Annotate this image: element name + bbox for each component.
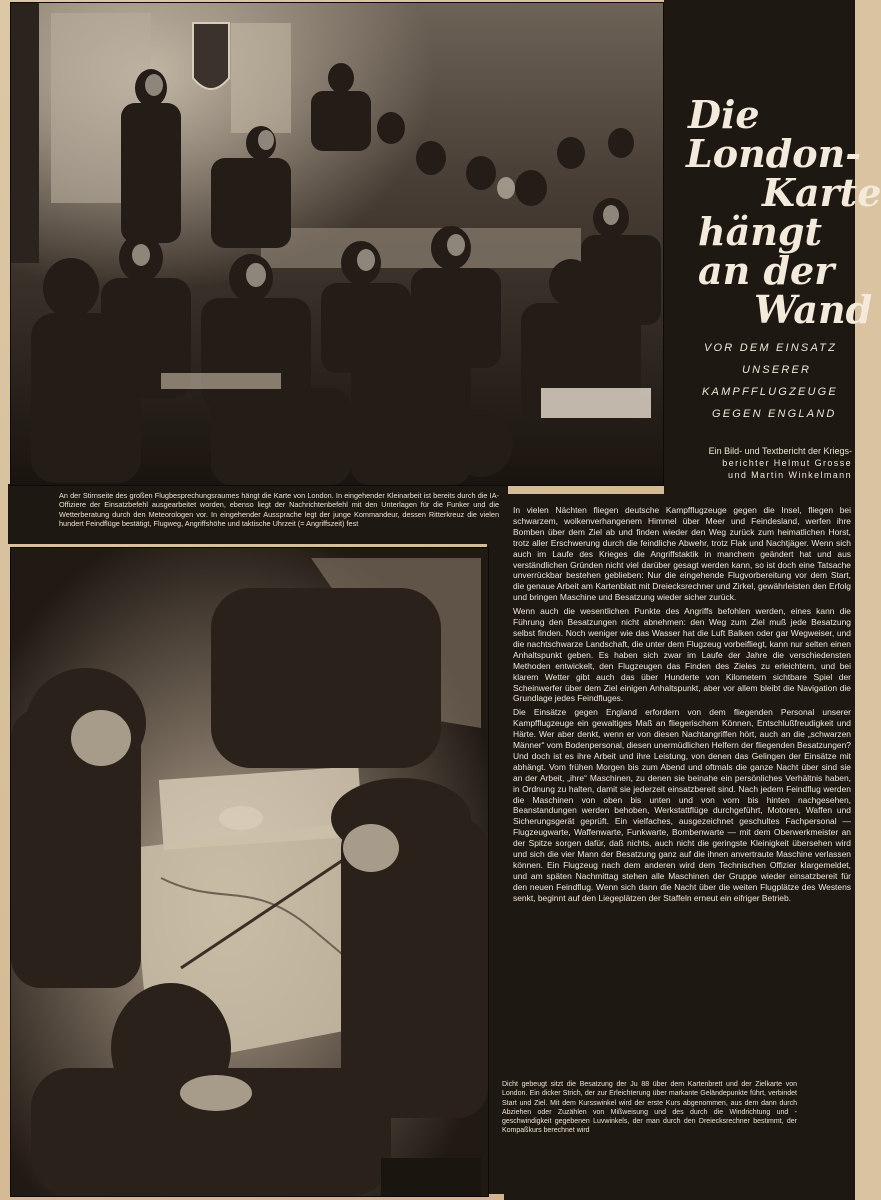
body-paragraph-1: In vielen Nächten fliegen deutsche Kampfflugzeuge gegen die Insel, fliegen bei schwarzem, wolkenverhangenem Himmel über Meer und Feindesland, werfen ihre Bomben über dem Ziel ab und finden wieder den Weg zurück zum heimatlichen Horst, trotz aller Erschwerung durch die feindliche Abwehr, trotz Flak und Nachtjäger. Wenn sich auch im Laufe des Krieges die Angriffstaktik in manchem geändert hat und aus verständlichen Gründen nicht viel darüber gesagt werden kann, so ist doch eine Tatsache unverrückbar bestehen geblieben: Nur die eingehende Flugvorbereitung vor dem Start, die genaue Arbeit am Kartenblatt mit Dreiecksrechner und Zirkel, gewährleisten den Erfolg und bringen Maschine und Besatzung wieder sicher zurück. bbox=[513, 505, 851, 603]
byline-intro: Ein Bild- und Textbericht der Kriegs- bbox=[708, 446, 852, 456]
subtitle-line-4: GEGEN ENGLAND bbox=[712, 408, 837, 420]
article-title bbox=[682, 92, 881, 332]
bottom-photo-caption: Dicht gebeugt sitzt die Besatzung der Ju 88 über dem Kartenbrett und der Zielkarte von London. Ein dicker Strich, der zur Erleichterung über markante Geländepunkte führt, verbindet Start und Ziel. Mit dem Kursswinkel wird der erste Kurs abgenommen, aus dem dann durch Abziehen oder Zuzählen von Mißweisung und des durch die Windrichtung und -geschwindigkeit gegebenen Luvwinkels, der man durch den Dreiecksrechner bestimmt, der Kompaßkurs berechnet wird bbox=[502, 1081, 797, 1135]
subtitle-line-1: VOR DEM EINSATZ bbox=[704, 342, 838, 354]
article-body bbox=[513, 505, 851, 907]
crew-map-image bbox=[11, 548, 488, 1196]
byline-author-1: berichter Helmut Grosse bbox=[722, 458, 852, 468]
article-subtitle bbox=[692, 337, 850, 425]
title-line-1: Die bbox=[688, 92, 760, 137]
subtitle-line-2: UNSERER bbox=[742, 364, 812, 376]
briefing-room-image bbox=[11, 3, 663, 485]
body-paragraph-2: Wenn auch die wesentlichen Punkte des Angriffs befohlen werden, eines kann die Führung den Besatzungen nicht abnehmen: den Weg zum Ziel muß jede Besatzung selbst finden. Noch weniger wie das Wasser hat die Luft Balken oder gar Wegweiser, und die nachtschwarze Landschaft, die unter dem Flugzeug vorbeifliegt, kann nur selten einen Anhaltspunkt geben. Es haben sich zwar im Laufe der Jahre die verschiedensten Methoden entwickelt, den Flugzeugen das Finden des Zieles zu erleichtern, und bei klarem Wetter gibt auch das über Hunderte von Kilometern sichtbare Spiel der Scheinwerfer über dem Ziel einigen Anhaltspunkt, aber vor allem bleibt die Navigation die Grundlage jedes Feindfluges. bbox=[513, 606, 851, 704]
title-line-5: an der bbox=[698, 248, 835, 293]
title-line-2: London- bbox=[686, 131, 862, 176]
briefing-room-photo bbox=[10, 2, 664, 486]
subtitle-line-3: KAMPFFLUGZEUGE bbox=[702, 386, 838, 398]
body-paragraph-3: Die Einsätze gegen England erfordern von dem fliegenden Personal unserer Kampfflugzeuge ein gewaltiges Maß an fliegerischem Können, Entschlußfreudigkeit und Härte. Wer aber denkt, wenn er von diesen Nachtangriffen hört, auch an die „schwarzen Männer“ vom Bodenpersonal, diesen unermüdlichen Helfern der fliegenden Besatzungen? Und doch ist es ihre Arbeit und ihre Leistung, von denen das Gelingen der Einsätze mit abhängt. Vom frühen Morgen bis zum Abend und oftmals die ganze Nacht über sind sie an der Arbeit, „ihre“ Maschinen, zu denen sie beinahe ein persönliches Verhältnis haben, in Ordnung zu halten, damit sie jederzeit einsatzbereit sind. Nach jedem Feindflug werden die Maschinen von oben bis unten und von vorn bis hinten nachgesehen, Beanstandungen werden behoben, Werkstattflüge durchgeführt, Motoren, Waffen und Sicherungsgerät geprüft. Ein vielfaches, ausgezeichnet geschultes Fachpersonal — Flugzeugwarte, Waffenwarte, Funkwarte, Bombenwarte — mit dem Oberwerkmeister an der Spitze sorgen dafür, daß nichts, auch nicht die geringste Kleinigkeit übersehen wird und sich die vier Mann der Besatzung ganz auf die ihnen anvertraute Maschine verlassen können. Ein Flugzeug nach dem anderen wird dem Technischen Offizier klargemeldet, und am späten Nachmittag stehen alle Maschinen der Gruppe wieder einsatzbereit für den neuen Feindflug. Wenn sich dann die Nacht über die weiten Flugplätze des Westens senkt, beginnt auf den Liegeplätzen der Staffeln erneut ein eifriger Betrieb. bbox=[513, 707, 851, 903]
title-line-4: hängt bbox=[698, 209, 823, 254]
byline-author-2: und Martin Winkelmann bbox=[728, 470, 852, 480]
title-line-6: Wand bbox=[754, 287, 873, 332]
title-line-3: Karte bbox=[762, 170, 881, 215]
top-photo-caption: An der Stirnseite des großen Flugbesprechungsraumes hängt die Karte von London. In eingehender Kleinarbeit ist bereits durch die IA-Offiziere der Einsatzbefehl ausgearbeitet worden, ebenso liegt der Nachrichtenbefehl mit den Unterlagen für die Funker und die Wetterberatung durch den Meteorologen vor. In eingehender Aussprache legt der junge Kommandeur, dessen Ritterkreuz die vielen hundert Feindflüge bestätigt, Flugweg, Angriffshöhe und taktische Uhrzeit (= Angriffszeit) fest bbox=[59, 491, 499, 529]
article-byline bbox=[690, 445, 852, 481]
crew-map-photo bbox=[10, 547, 489, 1197]
